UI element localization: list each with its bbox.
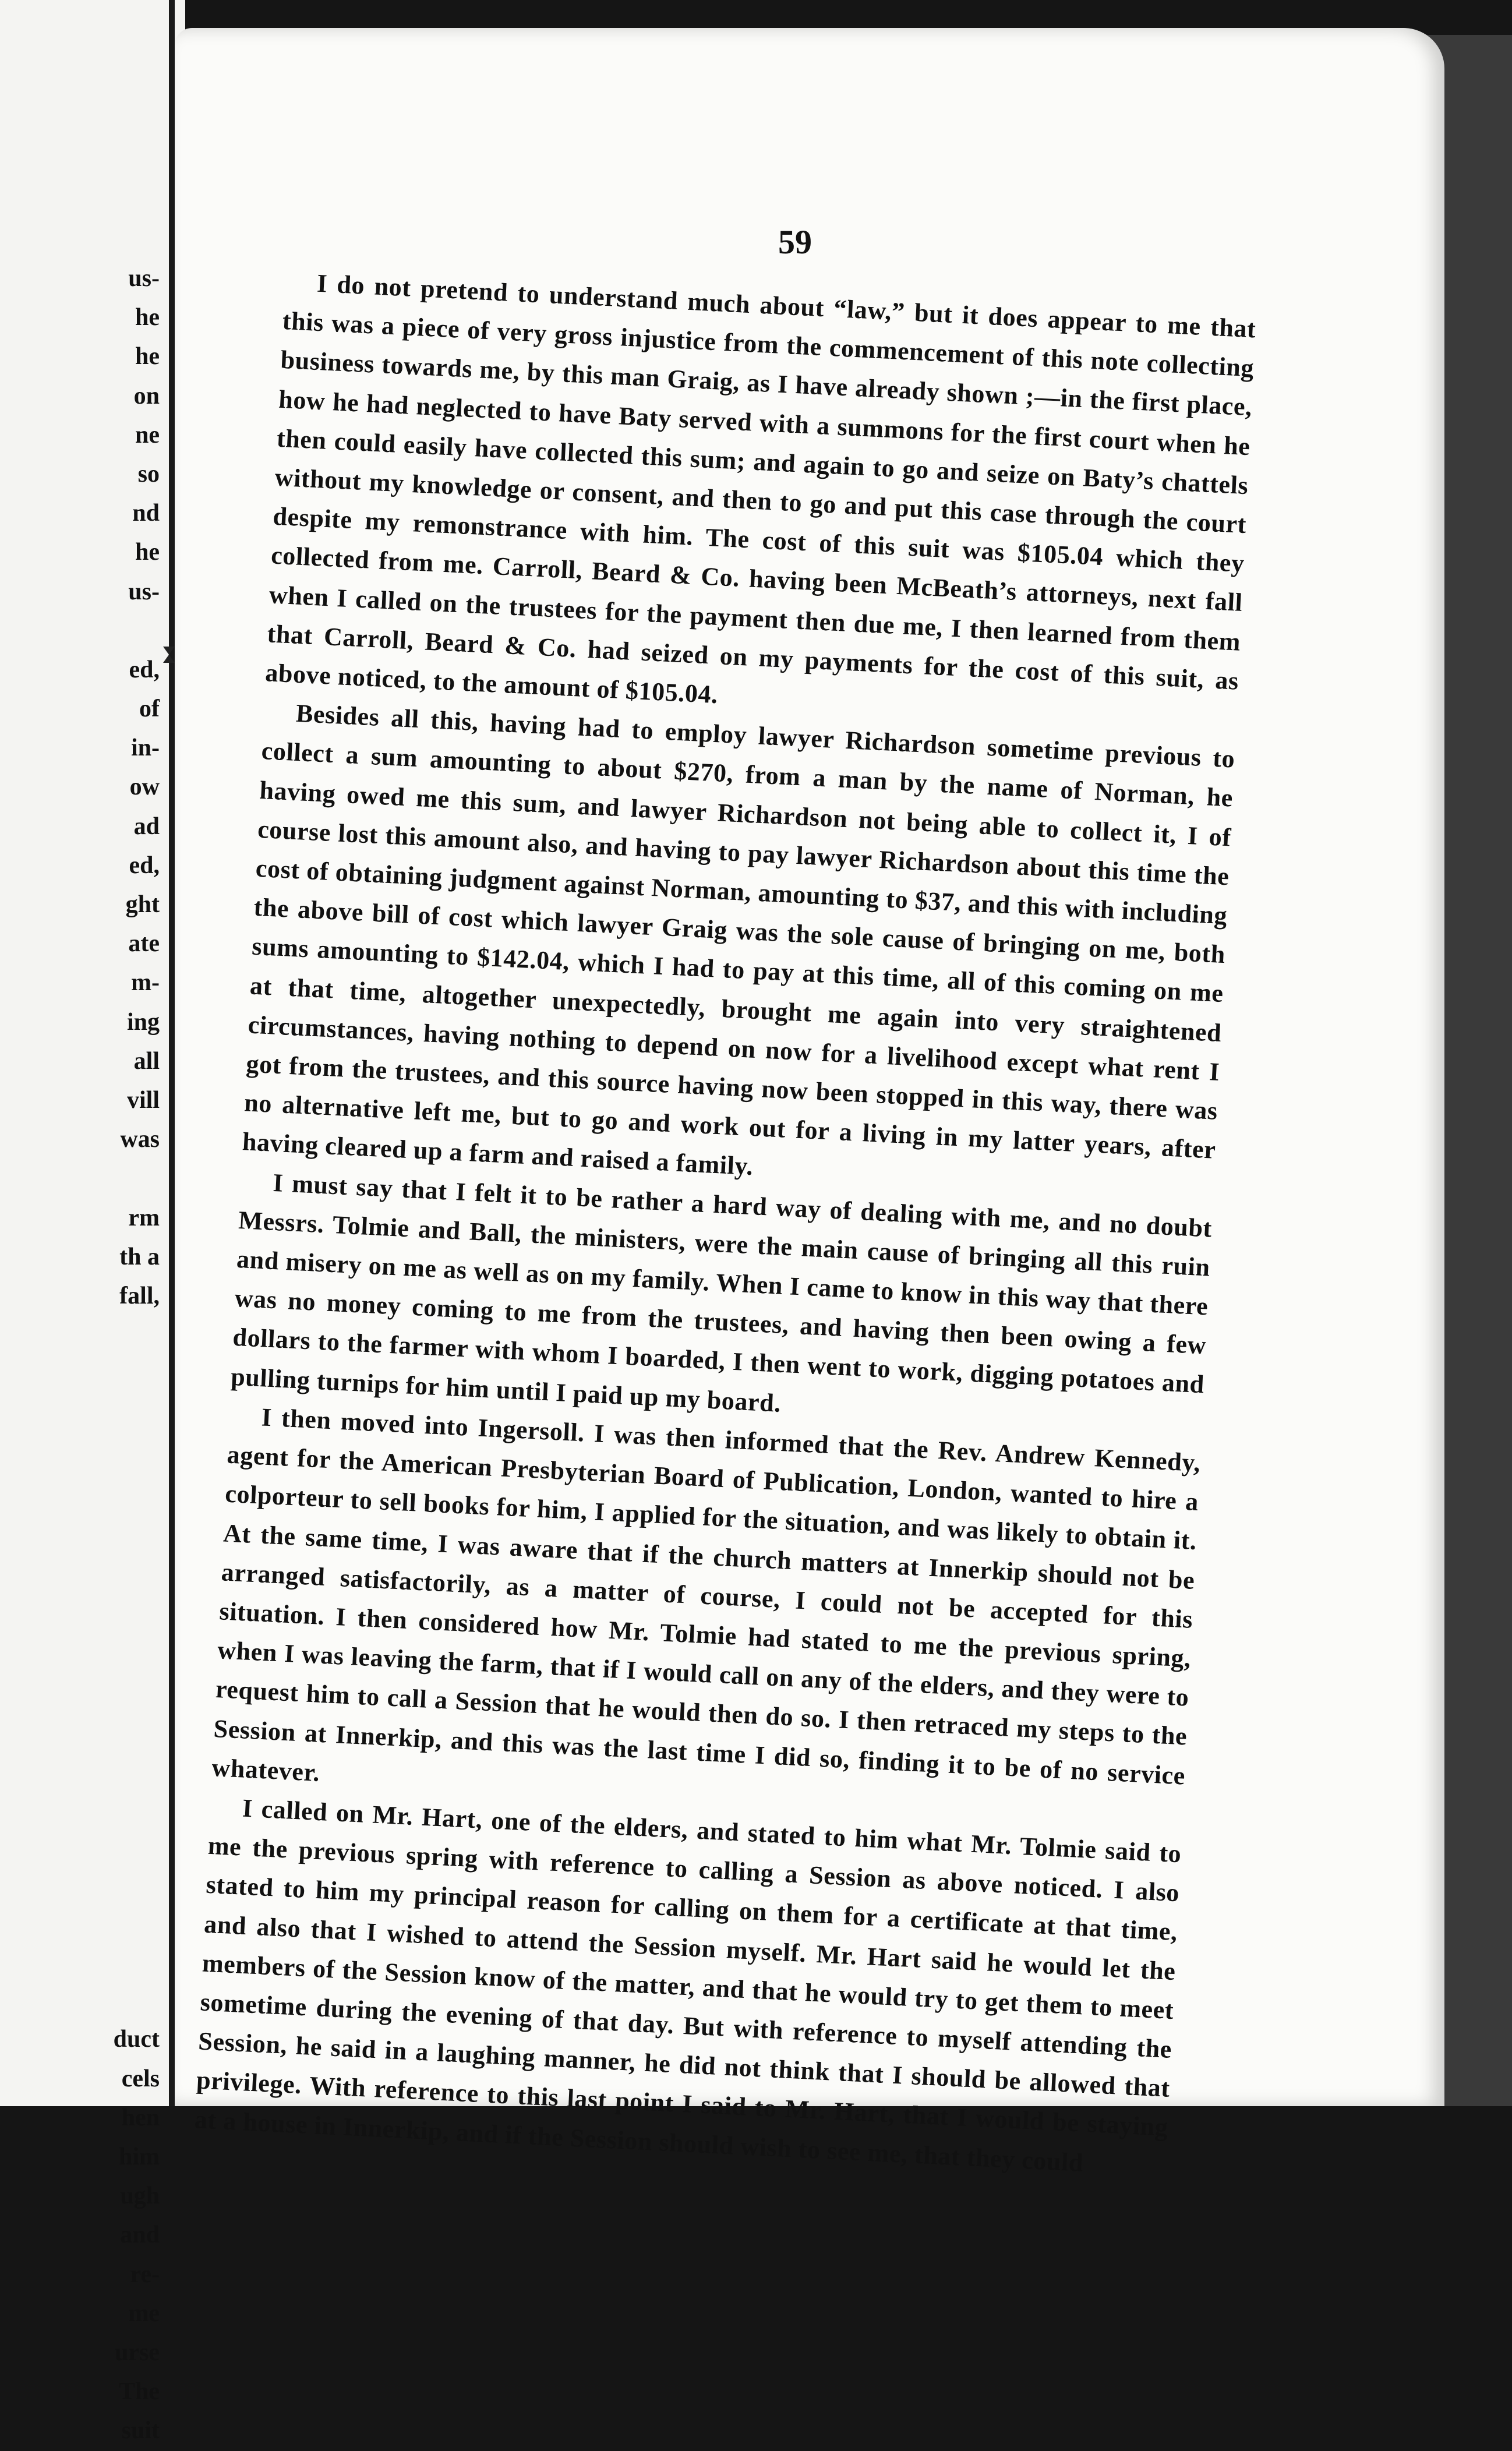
paragraph: I called on Mr. Hart, one of the elders, and stated to him what Mr. Tolmie said to me the previous spring with reference to calling a Session as above noticed. I also stated to him my principal reason for calling on them for a certificate at that time, and also that I wished to attend the Session myself. Mr. Hart said he would let the members of the Session know of the matter, and that he would try to get them to meet sometime during the evening of that day. But with reference to myself attending the Session, he said in a laughing manner, he did not think that I should be allowed that privilege. With reference to this last point I said to Mr. Hart, that I would be staying at a house in Innerkip, and if the Session should wish to see me, that they could: [193, 1793, 1182, 2177]
facing-page-line-fragment: nd: [132, 500, 160, 527]
facing-page: [0, 0, 185, 2445]
facing-page-line-fragment: ght: [125, 891, 160, 918]
facing-page-line-fragment: [114, 1472, 160, 1511]
facing-page-line-fragment: he: [135, 343, 160, 370]
facing-page-line-fragment: [114, 1668, 160, 1707]
facing-page-line-fragment: suit: [121, 2417, 160, 2445]
page-number: 59: [778, 223, 812, 261]
facing-page-line-fragment: ad: [133, 813, 160, 840]
facing-page-line-fragment: so: [137, 460, 160, 488]
facing-page-line-fragment: [114, 1785, 160, 1824]
facing-page-line-fragment: he: [135, 304, 160, 331]
gutter-shadow: [169, 0, 175, 2106]
facing-page-line-fragment: was: [120, 1126, 160, 1153]
facing-page-line-fragment: me: [128, 2300, 160, 2327]
facing-page-line-fragment: him: [118, 2143, 160, 2170]
facing-page-line-fragment: urse: [115, 2339, 160, 2366]
facing-page-line-fragment: [114, 1942, 160, 1981]
facing-page-line-fragment: in-: [130, 734, 160, 762]
facing-page-line-fragment: [114, 1355, 160, 1394]
facing-page-line-fragment: cels: [121, 2065, 160, 2092]
facing-page-line-fragment: The: [118, 2378, 160, 2406]
facing-page-line-fragment: vill: [126, 1086, 160, 1114]
facing-page-line-fragment: ate: [128, 930, 160, 958]
facing-page-line-fragment: [114, 1394, 160, 1433]
facing-page-line-fragment: [114, 1316, 160, 1355]
facing-page-line-fragment: [114, 1511, 160, 1551]
facing-page-line-fragment: re-: [130, 2261, 160, 2288]
facing-page-line-fragments: [114, 259, 160, 2451]
facing-page-line-fragment: [114, 1981, 160, 2020]
page-body-text: [193, 262, 1257, 2186]
facing-page-line-fragment: duct: [113, 2026, 160, 2053]
facing-page-line-fragment: [114, 1551, 160, 1590]
binding-thread-mark: [163, 647, 175, 663]
facing-page-line-fragment: [114, 612, 160, 651]
facing-page-line-fragment: [114, 1864, 160, 1903]
facing-page-line-fragment: he: [135, 539, 160, 566]
facing-page-line-fragment: of: [139, 695, 160, 723]
facing-page-line-fragment: [114, 1590, 160, 1629]
facing-page-line-fragment: on: [133, 382, 160, 409]
facing-page-line-fragment: m-: [131, 969, 160, 997]
facing-page-line-fragment: ne: [135, 421, 160, 448]
facing-page-line-fragment: [114, 1825, 160, 1864]
paragraph: I must say that I felt it to be rather a hard way of dealing with me, and no doubt Messrs. Tolmie and Ball, the ministers, were the main cause of bringing all this ruin and misery on me as well as on my family. When I came to know in this way that there was no money coming to me from the trustees, and having then been owing a few dollars to the farmer with whom I boarded, I then went to work, digging potatoes and pulling turnips for him until I paid up my board.: [230, 1168, 1213, 1418]
facing-page-line-fragment: ing: [126, 1008, 160, 1036]
facing-page-line-fragment: th a: [119, 1243, 160, 1270]
facing-page-line-fragment: [114, 1707, 160, 1746]
facing-page-line-fragment: ow: [129, 774, 160, 801]
facing-page-line-fragment: ed,: [129, 656, 160, 683]
facing-page-line-fragment: hen: [121, 2104, 160, 2131]
facing-page-line-fragment: us-: [128, 265, 160, 292]
facing-page-line-fragment: all: [133, 1047, 160, 1075]
facing-page-line-fragment: [114, 1629, 160, 1668]
paragraph: I then moved into Ingersoll. I was then informed that the Rev. Andrew Kennedy, agent for the American Presbyterian Board of Publication, London, wanted to hire a colporteur to sell books for him, I applied for the situation, and was likely to obtain it. At the same time, I was aware that if the church matters at Innerkip should not be arranged satisfactorily, as a matter of course, I could not be accepted for this situation. I then considered how Mr. Tolmie had stated to me the previous spring, when I was leaving the farm, that if I would call on any of the elders, and they were to request him to call a Session that he would then do so. I then retraced my steps to the Session at Innerkip, and this was the last time I did so, finding it to be of no service whatever.: [211, 1403, 1202, 1790]
facing-page-line-fragment: ed,: [129, 852, 160, 879]
facing-page-line-fragment: [114, 1433, 160, 1472]
facing-page-line-fragment: and: [120, 2222, 160, 2249]
paragraph: I do not pretend to understand much about “law,” but it does appear to me that this was a piece of very gross injustice from the commencement of this note collecting business towards me, by this man Graig, as I have already shown ;—in the first place, how he had neglected to have Baty served with a summons for the first court when he then could easily have collected this sum; and again to go and seize on Baty’s chattels without my knowledge or consent, and then to go and put this case through the court despite my remonstrance with him. The cost of this suit was $105.04 which they collected from me. Carroll, Beard & Co. having been McBeath’s attorneys, next fall when I called on the trustees for the payment then due me, I then learned from them that Carroll, Beard & Co. had seized on my payments for the cost of this suit, as above noticed, to the amount of $105.04.: [264, 269, 1257, 709]
facing-page-line-fragment: [114, 1903, 160, 1942]
facing-page-line-fragment: ugh: [120, 2182, 160, 2210]
facing-page-line-fragment: fall,: [119, 1282, 160, 1309]
facing-page-line-fragment: rm: [128, 1204, 160, 1231]
facing-page-line-fragment: us-: [128, 578, 160, 605]
paragraph: Besides all this, having had to employ lawyer Richardson sometime previous to collect a sum amounting to about $270, from a man by the name of Norman, he having owed me this sum, and lawyer Richardson not being able to collect it, I of course lost this amount also, and having to pay lawyer Richardson about this time the cost of obtaining judgment against Norman, amounting to $37, and this with including the above bill of cost which lawyer Graig was the sole cause of bringing on me, both sums amounting to $142.04, which I had to pay at this time, all of this coming on me at that time, altogether unexpectedly, brought me again into very straightened circumstances, having nothing to depend on now for a livelihood except what rent I got from the trustees, and this source having now been stopped in this way, there was no alternative left me, but to go and work out for a living in my latter years, after having cleared up a farm and raised a family.: [241, 699, 1236, 1181]
facing-page-line-fragment: [114, 1746, 160, 1785]
facing-page-line-fragment: [114, 1159, 160, 1198]
